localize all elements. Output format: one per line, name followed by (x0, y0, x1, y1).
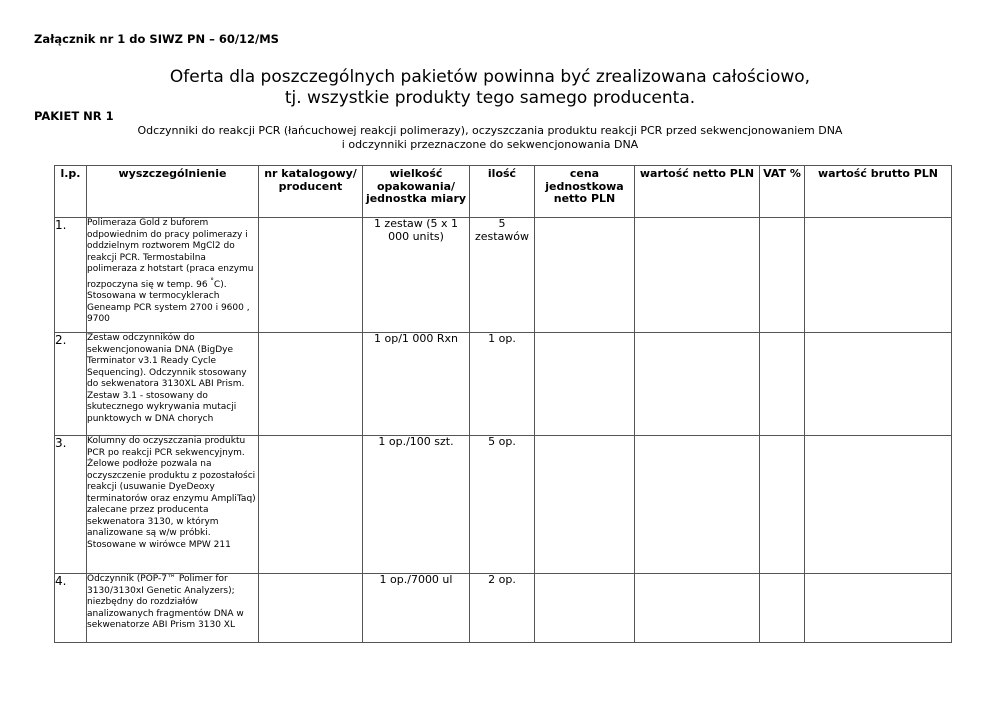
table-row (55, 436, 952, 574)
row-quantity: 5 op. (470, 436, 535, 574)
row-lp: 2. (55, 333, 87, 436)
col-header-unit-price: cena jednostkowa netto PLN (535, 166, 635, 218)
row-package-size: 1 op./7000 ul (363, 574, 470, 643)
row-lp: 1. (55, 218, 87, 333)
title-line-1: Oferta dla poszczególnych pakietów powinna być zrealizowana całościowo, (169, 67, 811, 87)
row-net-value (635, 218, 760, 333)
row-unit-price (535, 574, 635, 643)
row-lp: 3. (55, 436, 87, 574)
row-vat (760, 574, 805, 643)
row-catalog (259, 574, 363, 643)
row-package-size: 1 zestaw (5 x 1 000 units) (363, 218, 470, 333)
row-unit-price (535, 218, 635, 333)
row-lp: 4. (55, 574, 87, 643)
table-row (55, 333, 952, 436)
col-header-description: wyszczególnienie (87, 166, 259, 218)
col-header-gross-value: wartość brutto PLN (805, 166, 952, 218)
row-net-value (635, 333, 760, 436)
row-quantity: 2 op. (470, 574, 535, 643)
row-catalog (259, 436, 363, 574)
col-header-vat: VAT % (760, 166, 805, 218)
row-vat (760, 333, 805, 436)
row-net-value (635, 574, 760, 643)
table-row (55, 574, 952, 643)
row-package-size: 1 op./100 szt. (363, 436, 470, 574)
row-catalog (259, 333, 363, 436)
row-vat (760, 436, 805, 574)
row-description: Odczynnik (POP-7™ Polimer for 3130/3130xI Genetic Analyzers); niezbędny do rozdziałów analizowanych fragmentów DNA w sekwenatorze ABI Prism 3130 XL (87, 574, 259, 643)
row-quantity: 1 op. (470, 333, 535, 436)
row-description-text: Polimeraza Gold z buforem odpowiednim do pracy polimerazy i oddzielnym roztworem MgCl2 do reakcji PCR. Termostabilna polimeraza z hotstart (praca enzymu rozpoczyna się w temp. 96 (87, 218, 254, 290)
col-header-quantity: ilość (470, 166, 535, 218)
row-gross-value (805, 436, 952, 574)
row-description (87, 218, 259, 333)
row-description: Zestaw odczynników do sekwencjonowania DNA (BigDye Terminator v3.1 Ready Cycle Sequencing). Odczynnik stosowany do sekwenatora 3130XL ABI Prism. Zestaw 3.1 - stosowany do skutecznego wykrywania mutacji punktowych w DNA chorych (87, 333, 259, 436)
row-gross-value (805, 574, 952, 643)
col-header-package-size: wielkość opakowania/ jednostka miary (363, 166, 470, 218)
subtitle-line-1: Odczynniki do reakcji PCR (łańcuchowej reakcji polimerazy), oczyszczania produktu reakcji PCR przed sekwencjonowaniem DNA (137, 124, 843, 137)
table-header-row (55, 166, 952, 218)
package-subtitle (100, 124, 880, 152)
row-description: Kolumny do oczyszczania produktu PCR po reakcji PCR sekwencyjnym. Żelowe podłoże pozwala na oczyszczenie produktu z pozostałości reakcji (usuwanie DyeDeoxy terminatorów oraz enzymu AmpliTaq) zalecane przez producenta sekwenatora 3130, w którym analizowane są w/w próbki. Stosowane w wirówce MPW 211 (87, 436, 259, 574)
package-label: PAKIET NR 1 (34, 109, 114, 123)
degree-sign: ° (210, 276, 214, 285)
row-description-tail: C). Stosowana w termocyklerach Geneamp PCR system 2700 i 9600 , 9700 (87, 279, 250, 324)
row-unit-price (535, 436, 635, 574)
subtitle-line-2: i odczynniki przeznaczone do sekwencjonowania DNA (341, 138, 639, 151)
page-title (100, 67, 880, 109)
col-header-net-value: wartość netto PLN (635, 166, 760, 218)
row-gross-value (805, 218, 952, 333)
row-package-size: 1 op/1 000 Rxn (363, 333, 470, 436)
row-net-value (635, 436, 760, 574)
items-table (54, 165, 952, 643)
row-vat (760, 218, 805, 333)
col-header-lp: l.p. (55, 166, 87, 218)
row-unit-price (535, 333, 635, 436)
table-row (55, 218, 952, 333)
row-gross-value (805, 333, 952, 436)
row-catalog (259, 218, 363, 333)
annex-reference: Załącznik nr 1 do SIWZ PN – 60/12/MS (34, 32, 279, 46)
col-header-catalog: nr katalogowy/ producent (259, 166, 363, 218)
title-line-2: tj. wszystkie produkty tego samego producenta. (284, 88, 696, 108)
row-quantity: 5 zestawów (470, 218, 535, 333)
